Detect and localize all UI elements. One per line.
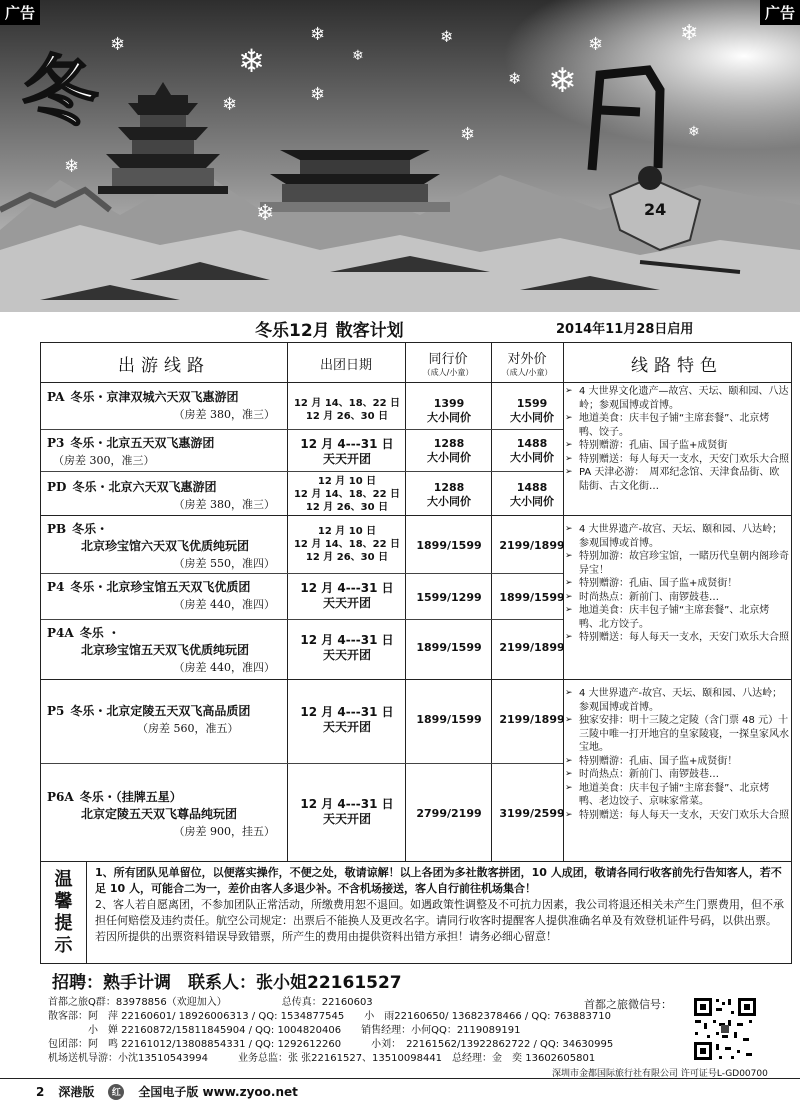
table-row: PB 冬乐・ 北京珍宝馆六天双飞优质纯玩团 （房差 550，准四）	[47, 522, 275, 570]
svg-text:❄: ❄	[310, 24, 326, 45]
page-number: 2	[36, 1084, 45, 1099]
svg-text:❄: ❄	[688, 124, 700, 140]
table-row: P4 冬乐・北京珍宝馆五天双飞优质团 （房差 440，准四）	[47, 580, 275, 611]
row-peer-price: 1288 大小同价	[427, 437, 471, 464]
header-public-unit: （成人/小童）	[501, 368, 553, 377]
contacts-block	[48, 996, 614, 1066]
svg-text:❄: ❄	[548, 61, 577, 101]
table-row: PA 冬乐・京津双城六天双飞惠游团 （房差 380，准三）	[47, 390, 275, 421]
svg-text:❄: ❄	[508, 69, 522, 88]
table-row: P6A 冬乐・（挂牌五星） 北京定陵五天双飞尊品纯玩团 （房差 900，挂五）	[47, 790, 275, 838]
svg-text:❄: ❄	[110, 34, 126, 55]
contact-row: 机场送机导游：小沈13510543994 业务总监：张 张22161527、13510098441 总经理：金 奕 13602605801	[48, 1053, 596, 1064]
features-group-3: ➢ 4 大世界遗产-故宫、天坛、颐和园、八达岭；参观国博或首博。 ➢ 独家安排：明十三陵之定陵（含门票 48 元）十三陵中唯一打开地宫的皇家陵寝，一探皇家风水宝地。 ➢ 特别赠游：孔庙、国子监+成贤街！ ➢ 时尚热点：新前门、南锣鼓巷… ➢ 地道美食：庆丰包子铺“主席套餐”、北京烤鸭、老边饺子、京味家常菜。 ➢ 特别赠送：每人每天一支水，天安门欢乐大合照	[565, 687, 789, 822]
row-public-price: 3199/2599	[499, 807, 565, 820]
row-public-price: 2199/1899	[499, 539, 565, 552]
features-group-1: ➢ 4 大世界文化遗产—故宫、天坛、颐和园、八达岭；参观国博或首博。 ➢ 地道美食：庆丰包子铺“主席套餐”、北京烤鸭、饺子。 ➢ 特别赠游：孔庙、国子监+成贤街 ➢ 特别赠送：每人每天一支水，天安门欢乐大合照 ➢ PA 天津必游： 周邓纪念馆、天津食品街、欧陆街、古文化街…	[565, 385, 789, 493]
table-row: PD 冬乐・北京六天双飞惠游团 （房差 380，准三）	[47, 480, 275, 511]
page-title: 冬乐12月 散客计划	[255, 321, 404, 341]
header-route: 出游线路	[118, 355, 210, 376]
row-peer-price: 1599/1299	[416, 591, 482, 604]
effective-date: 2014年11月28日启用	[556, 322, 694, 337]
row-peer-price: 1899/1599	[416, 539, 482, 552]
tips-label: 温 馨 提 示	[41, 862, 87, 963]
wechat-label: 首都之旅微信号：	[584, 998, 672, 1011]
row-public-price: 1488 大小同价	[510, 481, 554, 508]
row-dates: 12 月 4---31 日 天天开团	[300, 437, 394, 466]
tour-table	[40, 342, 792, 862]
svg-text:❄: ❄	[256, 201, 275, 226]
svg-text:❄: ❄	[680, 21, 699, 46]
svg-text:❄: ❄	[460, 124, 476, 145]
tips-box	[40, 862, 792, 964]
contact-row: 散客部：阿 萍 22160601/ 18926006313 / QQ: 1534877545 小 雨22160650/ 13682378466 / QQ: 763883710	[48, 1011, 611, 1022]
ad-tag-right: 广告	[760, 0, 800, 25]
edition-label: 深港版	[58, 1085, 95, 1099]
row-public-price: 2199/1899	[499, 641, 565, 654]
row-peer-price: 1399 大小同价	[427, 397, 471, 424]
svg-text:❄: ❄	[440, 27, 454, 46]
tip-2: 2、客人若自愿离团，不参加团队正常活动，所缴费用恕不退回。如遇政策性调整及不可抗力因素，我公司将退还相关未产生门票费用，但不承担任何赔偿及违约责任。航空公司规定：出票后不能换人及更改名字。请同行收客时提醒客人提供准确名单及有效登机证件号码，以供出票。若因所提供的出票资料错误导致错票，所产生的费用由提供资料出错方承担！请务必细心留意！	[95, 898, 784, 943]
calligraphy-winter: 冬	[22, 47, 98, 136]
recruit-line: 招聘：熟手计调 联系人：张小姐22161527	[52, 973, 402, 993]
header-features: 线路特色	[631, 355, 723, 376]
row-dates: 12 月 10 日 12 月 14、18、22 日 12 月 26、30 日	[293, 526, 401, 563]
row-peer-price: 1288 大小同价	[427, 481, 471, 508]
tip-1: 1、所有团队见单留位，以便落实操作，不便之处，敬请谅解！以上各团为多社散客拼团，10 人成团，敬请各同行收客前先行告知客人，若不足 10 人，可能合二为一，差价由客人多退少补。不含机场接送，客人自行前往机场集合！	[95, 866, 782, 895]
svg-text:❄: ❄	[588, 34, 604, 55]
page-footer	[36, 1083, 298, 1100]
contact-row: 首都之旅Q群：83978856（欢迎加入） 总传真：22160603	[48, 997, 373, 1008]
site-link[interactable]: 全国电子版 www.zyoo.net	[138, 1085, 298, 1099]
row-dates: 12 月 4---31 日 天天开团	[300, 581, 394, 610]
features-group-2: ➢ 4 大世界遗产-故宫、天坛、颐和园、八达岭；参观国博或首博。 ➢ 特别加游：故宫珍宝馆，一睹历代皇朝内阁珍奇异宝！ ➢ 特别赠游：孔庙、国子监+成贤街！ ➢ 时尚热点：新前门、南锣鼓巷… ➢ 地道美食：庆丰包子铺“主席套餐”、北京烤鸭、北方饺子。 ➢ 特别赠送：每人每天一支水，天安门欢乐大合照	[565, 523, 789, 645]
license-number: 深圳市金都国际旅行社有限公司 许可证号L-GD00700	[552, 1069, 768, 1079]
svg-text:❄: ❄	[310, 84, 326, 105]
tips-body	[95, 865, 785, 945]
table-row: P5 冬乐・北京定陵五天双飞高品质团 （房差 560，准五）	[47, 704, 251, 735]
row-public-price: 1599 大小同价	[510, 397, 554, 424]
row-peer-price: 1899/1599	[416, 713, 482, 726]
row-public-price: 2199/1899	[499, 713, 565, 726]
contact-row: 包团部：阿 鸣 22161012/13808854331 / QQ: 1292612260 小刘： 22161562/13922862722 / QQ: 34630995	[48, 1039, 614, 1050]
row-peer-price: 1899/1599	[416, 641, 482, 654]
row-dates: 12 月 10 日 12 月 14、18、22 日 12 月 26、30 日	[293, 476, 401, 513]
svg-text:❄: ❄	[222, 94, 238, 115]
ad-tag-left: 广告	[0, 0, 40, 25]
table-header	[41, 343, 791, 383]
svg-text:24: 24	[644, 200, 667, 219]
header-peer-unit: （成人/小童）	[422, 368, 474, 377]
row-dates: 12 月 4---31 日 天天开团	[300, 797, 394, 826]
row-dates: 12 月 4---31 日 天天开团	[300, 633, 394, 662]
winter-banner-image	[0, 0, 800, 312]
header-dates: 出团日期	[319, 357, 372, 373]
table-row: P4A 冬乐 ・ 北京珍宝馆五天双飞优质纯玩团 （房差 440，准四）	[47, 626, 275, 674]
header-public-price: 对外价	[507, 352, 547, 367]
svg-text:❄: ❄	[64, 156, 80, 177]
svg-text:❄: ❄	[352, 48, 364, 64]
table-row: P3 冬乐・北京五天双飞惠游团 （房差 300，准三）	[47, 436, 215, 467]
row-dates: 12 月 14、18、22 日 12 月 26、30 日	[293, 398, 401, 422]
row-dates: 12 月 4---31 日 天天开团	[300, 705, 394, 734]
contact-row: 小 婵 22160872/15811845904 / QQ: 1004820406 销售经理：小何QQ：2119089191	[48, 1025, 521, 1036]
wechat-qr-code[interactable]	[692, 996, 758, 1062]
svg-text:❄: ❄	[238, 42, 265, 80]
row-public-price: 1488 大小同价	[510, 437, 554, 464]
row-public-price: 1899/1599	[499, 591, 565, 604]
row-peer-price: 2799/2199	[416, 807, 482, 820]
red-badge-icon: 红	[108, 1084, 124, 1100]
header-peer-price: 同行价	[428, 352, 468, 367]
